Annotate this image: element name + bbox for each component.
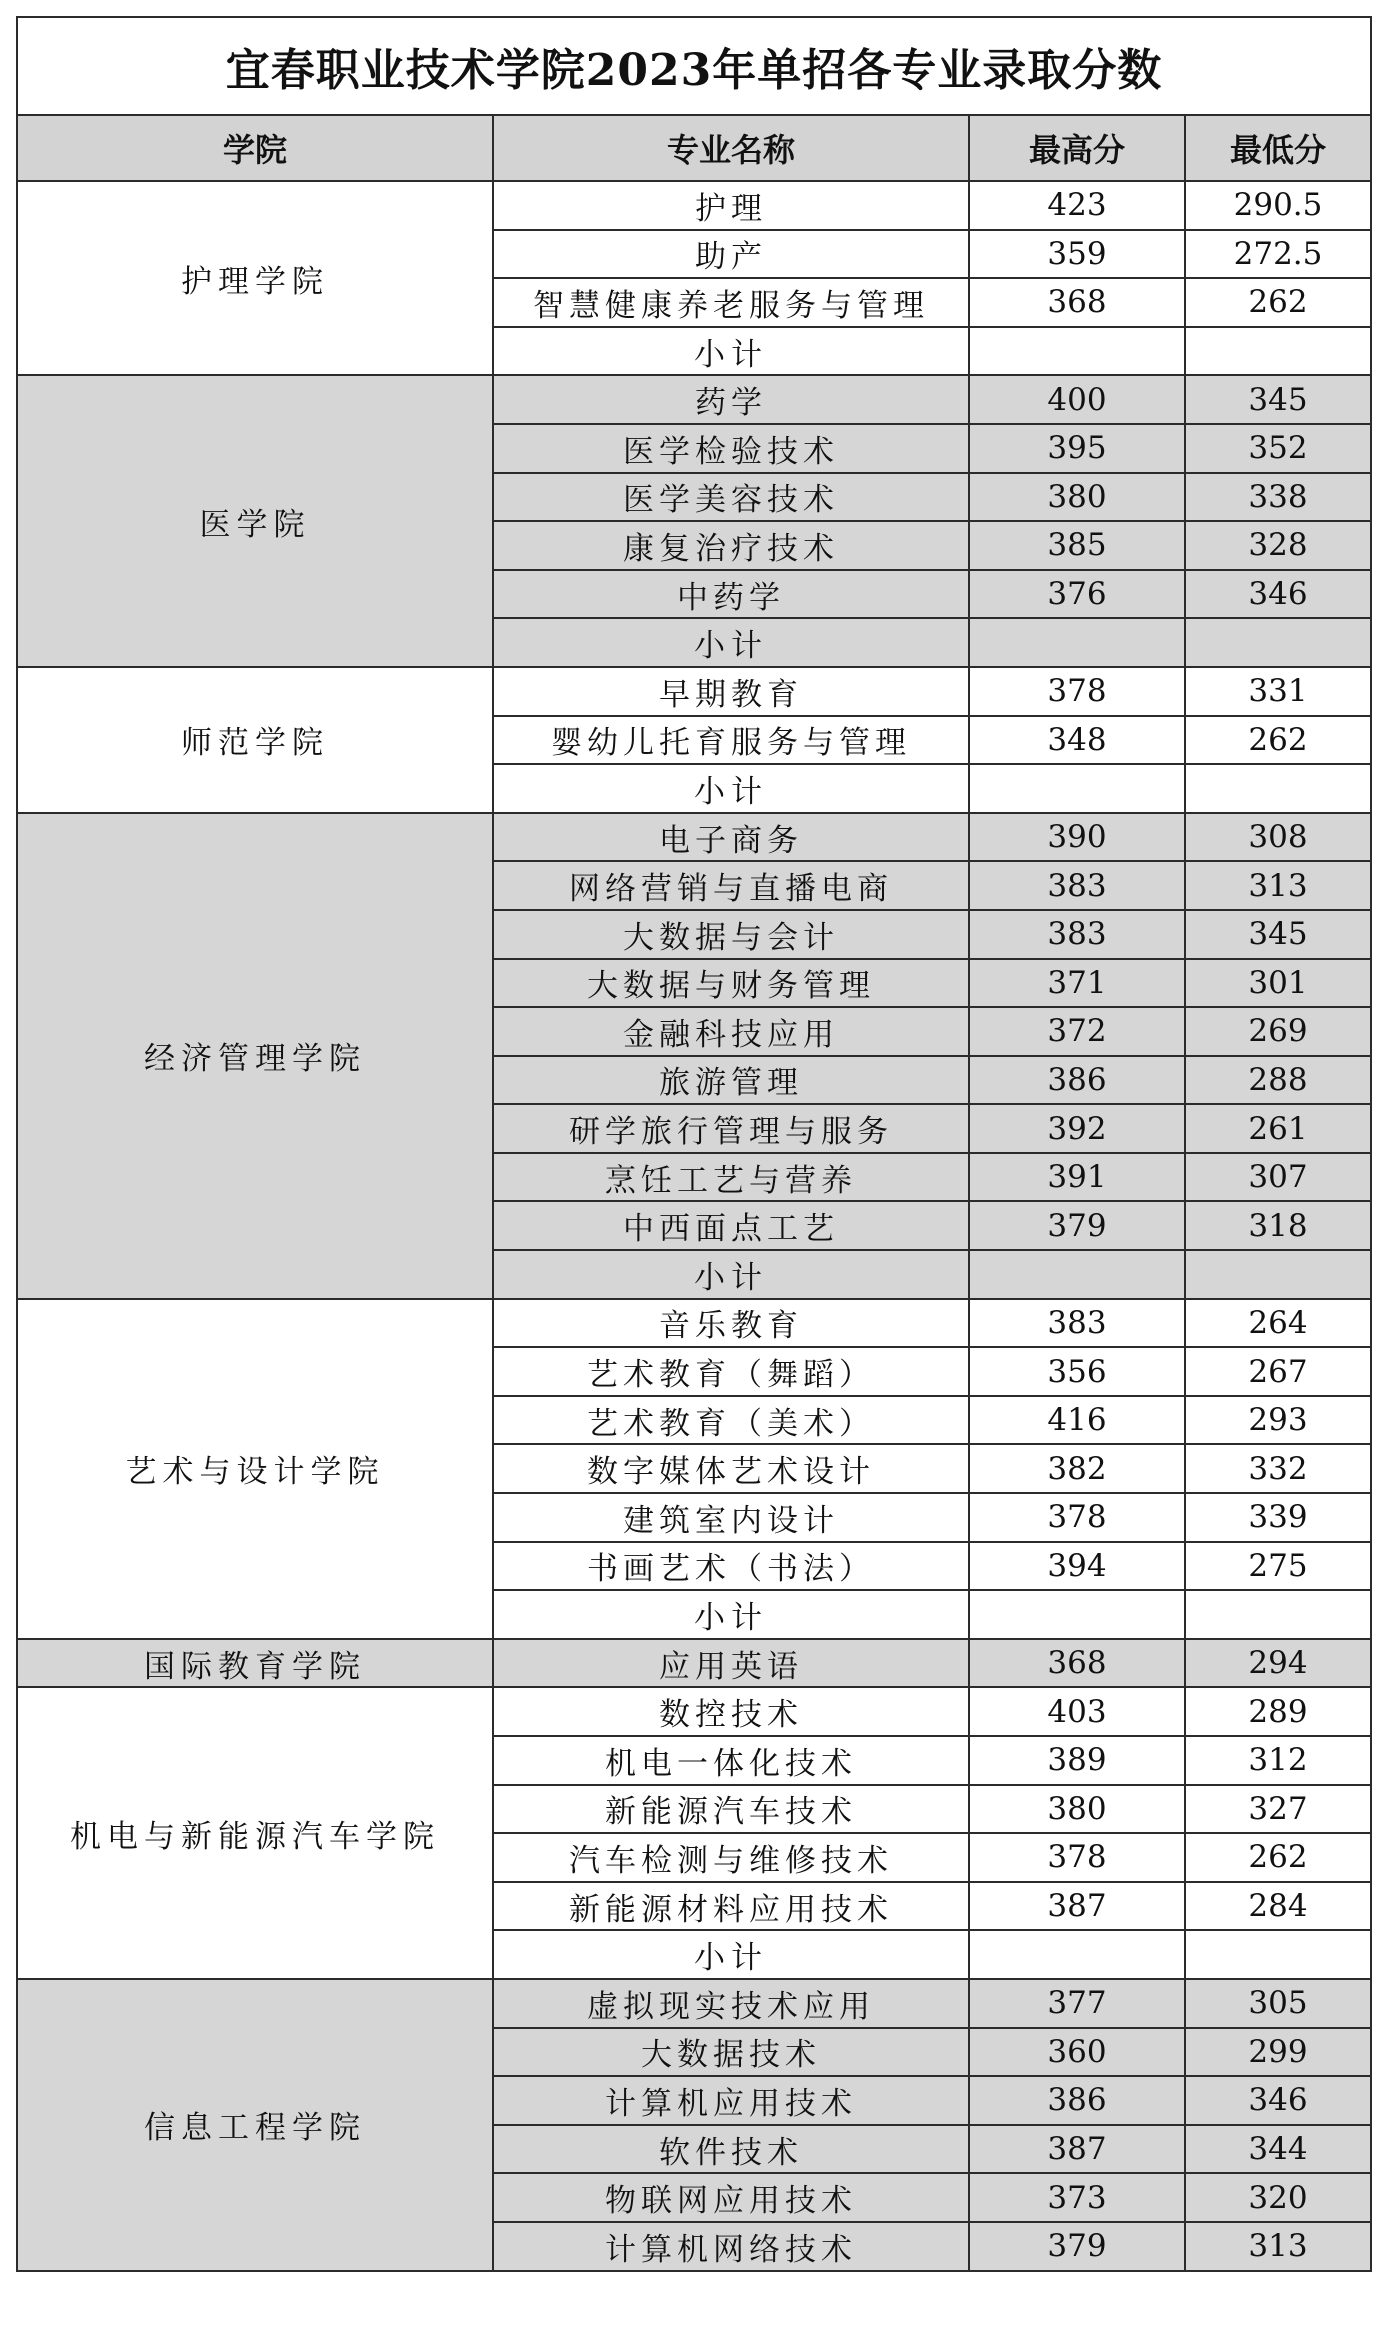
major-cell: 助产 (493, 230, 969, 279)
max-score-cell: 368 (969, 278, 1185, 327)
max-score-cell: 389 (969, 1736, 1185, 1785)
major-cell: 大数据与会计 (493, 910, 969, 959)
max-score-cell: 378 (969, 1833, 1185, 1882)
subtotal-max-cell (969, 1250, 1185, 1299)
subtotal-label: 小计 (493, 327, 969, 376)
min-score-cell: 262 (1185, 278, 1371, 327)
college-cell: 经济管理学院 (17, 813, 493, 1299)
min-score-cell: 299 (1185, 2028, 1371, 2077)
major-cell: 虚拟现实技术应用 (493, 1979, 969, 2028)
max-score-cell: 392 (969, 1104, 1185, 1153)
max-score-cell: 360 (969, 2028, 1185, 2077)
major-cell: 大数据技术 (493, 2028, 969, 2077)
min-score-cell: 327 (1185, 1785, 1371, 1834)
max-score-cell: 372 (969, 1007, 1185, 1056)
subtotal-max-cell (969, 764, 1185, 813)
major-cell: 大数据与财务管理 (493, 959, 969, 1008)
table-row (17, 375, 1371, 424)
max-score-cell: 395 (969, 424, 1185, 473)
major-cell: 研学旅行管理与服务 (493, 1104, 969, 1153)
max-score-cell: 378 (969, 1493, 1185, 1542)
min-score-cell: 275 (1185, 1542, 1371, 1591)
major-cell: 书画艺术（书法） (493, 1542, 969, 1591)
subtotal-max-cell (969, 1590, 1185, 1639)
college-cell: 信息工程学院 (17, 1979, 493, 2271)
subtotal-max-cell (969, 618, 1185, 667)
max-score-cell: 371 (969, 959, 1185, 1008)
min-score-cell: 313 (1185, 861, 1371, 910)
major-cell: 机电一体化技术 (493, 1736, 969, 1785)
major-cell: 金融科技应用 (493, 1007, 969, 1056)
header-min-score: 最低分 (1185, 115, 1371, 181)
min-score-cell: 332 (1185, 1444, 1371, 1493)
major-cell: 数控技术 (493, 1687, 969, 1736)
major-cell: 中西面点工艺 (493, 1201, 969, 1250)
header-major: 专业名称 (493, 115, 969, 181)
min-score-cell: 345 (1185, 375, 1371, 424)
min-score-cell: 272.5 (1185, 230, 1371, 279)
min-score-cell: 320 (1185, 2173, 1371, 2222)
subtotal-label: 小计 (493, 1590, 969, 1639)
table-body (17, 181, 1371, 2271)
min-score-cell: 352 (1185, 424, 1371, 473)
max-score-cell: 377 (969, 1979, 1185, 2028)
max-score-cell: 348 (969, 716, 1185, 765)
min-score-cell: 261 (1185, 1104, 1371, 1153)
subtotal-min-cell (1185, 1250, 1371, 1299)
min-score-cell: 264 (1185, 1299, 1371, 1348)
max-score-cell: 400 (969, 375, 1185, 424)
max-score-cell: 416 (969, 1396, 1185, 1445)
major-cell: 计算机网络技术 (493, 2222, 969, 2271)
major-cell: 药学 (493, 375, 969, 424)
subtotal-min-cell (1185, 1590, 1371, 1639)
major-cell: 医学检验技术 (493, 424, 969, 473)
max-score-cell: 383 (969, 861, 1185, 910)
major-cell: 艺术教育（舞蹈） (493, 1347, 969, 1396)
max-score-cell: 383 (969, 910, 1185, 959)
major-cell: 新能源材料应用技术 (493, 1882, 969, 1931)
header-college: 学院 (17, 115, 493, 181)
college-cell: 艺术与设计学院 (17, 1299, 493, 1639)
min-score-cell: 339 (1185, 1493, 1371, 1542)
major-cell: 数字媒体艺术设计 (493, 1444, 969, 1493)
college-cell: 医学院 (17, 375, 493, 667)
major-cell: 建筑室内设计 (493, 1493, 969, 1542)
max-score-cell: 382 (969, 1444, 1185, 1493)
min-score-cell: 293 (1185, 1396, 1371, 1445)
max-score-cell: 378 (969, 667, 1185, 716)
max-score-cell: 390 (969, 813, 1185, 862)
subtotal-label: 小计 (493, 1250, 969, 1299)
min-score-cell: 269 (1185, 1007, 1371, 1056)
subtotal-label: 小计 (493, 1930, 969, 1979)
max-score-cell: 387 (969, 1882, 1185, 1931)
min-score-cell: 346 (1185, 2076, 1371, 2125)
header-max-score: 最高分 (969, 115, 1185, 181)
subtotal-min-cell (1185, 618, 1371, 667)
score-table (16, 16, 1372, 2272)
max-score-cell: 403 (969, 1687, 1185, 1736)
table-row (17, 1299, 1371, 1348)
major-cell: 艺术教育（美术） (493, 1396, 969, 1445)
min-score-cell: 331 (1185, 667, 1371, 716)
subtotal-max-cell (969, 1930, 1185, 1979)
major-cell: 新能源汽车技术 (493, 1785, 969, 1834)
max-score-cell: 386 (969, 2076, 1185, 2125)
max-score-cell: 394 (969, 1542, 1185, 1591)
min-score-cell: 318 (1185, 1201, 1371, 1250)
subtotal-label: 小计 (493, 764, 969, 813)
min-score-cell: 344 (1185, 2125, 1371, 2174)
major-cell: 电子商务 (493, 813, 969, 862)
subtotal-min-cell (1185, 327, 1371, 376)
admission-score-sheet (16, 16, 1370, 2272)
table-row (17, 181, 1371, 230)
max-score-cell: 373 (969, 2173, 1185, 2222)
major-cell: 汽车检测与维修技术 (493, 1833, 969, 1882)
min-score-cell: 294 (1185, 1639, 1371, 1688)
college-cell: 机电与新能源汽车学院 (17, 1687, 493, 1979)
major-cell: 早期教育 (493, 667, 969, 716)
major-cell: 计算机应用技术 (493, 2076, 969, 2125)
header-row (17, 115, 1371, 181)
major-cell: 智慧健康养老服务与管理 (493, 278, 969, 327)
major-cell: 软件技术 (493, 2125, 969, 2174)
min-score-cell: 338 (1185, 473, 1371, 522)
subtotal-max-cell (969, 327, 1185, 376)
major-cell: 旅游管理 (493, 1056, 969, 1105)
max-score-cell: 379 (969, 2222, 1185, 2271)
major-cell: 网络营销与直播电商 (493, 861, 969, 910)
min-score-cell: 262 (1185, 1833, 1371, 1882)
max-score-cell: 383 (969, 1299, 1185, 1348)
major-cell: 中药学 (493, 570, 969, 619)
min-score-cell: 307 (1185, 1153, 1371, 1202)
table-row (17, 813, 1371, 862)
min-score-cell: 289 (1185, 1687, 1371, 1736)
major-cell: 音乐教育 (493, 1299, 969, 1348)
college-cell: 国际教育学院 (17, 1639, 493, 1688)
college-cell: 师范学院 (17, 667, 493, 813)
max-score-cell: 387 (969, 2125, 1185, 2174)
max-score-cell: 359 (969, 230, 1185, 279)
subtotal-min-cell (1185, 1930, 1371, 1979)
major-cell: 应用英语 (493, 1639, 969, 1688)
table-row (17, 667, 1371, 716)
major-cell: 物联网应用技术 (493, 2173, 969, 2222)
major-cell: 护理 (493, 181, 969, 230)
min-score-cell: 301 (1185, 959, 1371, 1008)
min-score-cell: 328 (1185, 521, 1371, 570)
major-cell: 烹饪工艺与营养 (493, 1153, 969, 1202)
subtotal-label: 小计 (493, 618, 969, 667)
table-row (17, 1979, 1371, 2028)
min-score-cell: 290.5 (1185, 181, 1371, 230)
min-score-cell: 345 (1185, 910, 1371, 959)
college-cell: 护理学院 (17, 181, 493, 375)
min-score-cell: 313 (1185, 2222, 1371, 2271)
major-cell: 医学美容技术 (493, 473, 969, 522)
max-score-cell: 368 (969, 1639, 1185, 1688)
table-row (17, 1687, 1371, 1736)
subtotal-min-cell (1185, 764, 1371, 813)
min-score-cell: 305 (1185, 1979, 1371, 2028)
min-score-cell: 308 (1185, 813, 1371, 862)
max-score-cell: 376 (969, 570, 1185, 619)
max-score-cell: 385 (969, 521, 1185, 570)
table-row (17, 1639, 1371, 1688)
table-title: 宜春职业技术学院2023年单招各专业录取分数 (17, 17, 1371, 115)
max-score-cell: 380 (969, 1785, 1185, 1834)
min-score-cell: 262 (1185, 716, 1371, 765)
max-score-cell: 379 (969, 1201, 1185, 1250)
min-score-cell: 267 (1185, 1347, 1371, 1396)
major-cell: 婴幼儿托育服务与管理 (493, 716, 969, 765)
min-score-cell: 284 (1185, 1882, 1371, 1931)
max-score-cell: 356 (969, 1347, 1185, 1396)
min-score-cell: 288 (1185, 1056, 1371, 1105)
min-score-cell: 312 (1185, 1736, 1371, 1785)
major-cell: 康复治疗技术 (493, 521, 969, 570)
min-score-cell: 346 (1185, 570, 1371, 619)
max-score-cell: 423 (969, 181, 1185, 230)
max-score-cell: 391 (969, 1153, 1185, 1202)
max-score-cell: 386 (969, 1056, 1185, 1105)
max-score-cell: 380 (969, 473, 1185, 522)
